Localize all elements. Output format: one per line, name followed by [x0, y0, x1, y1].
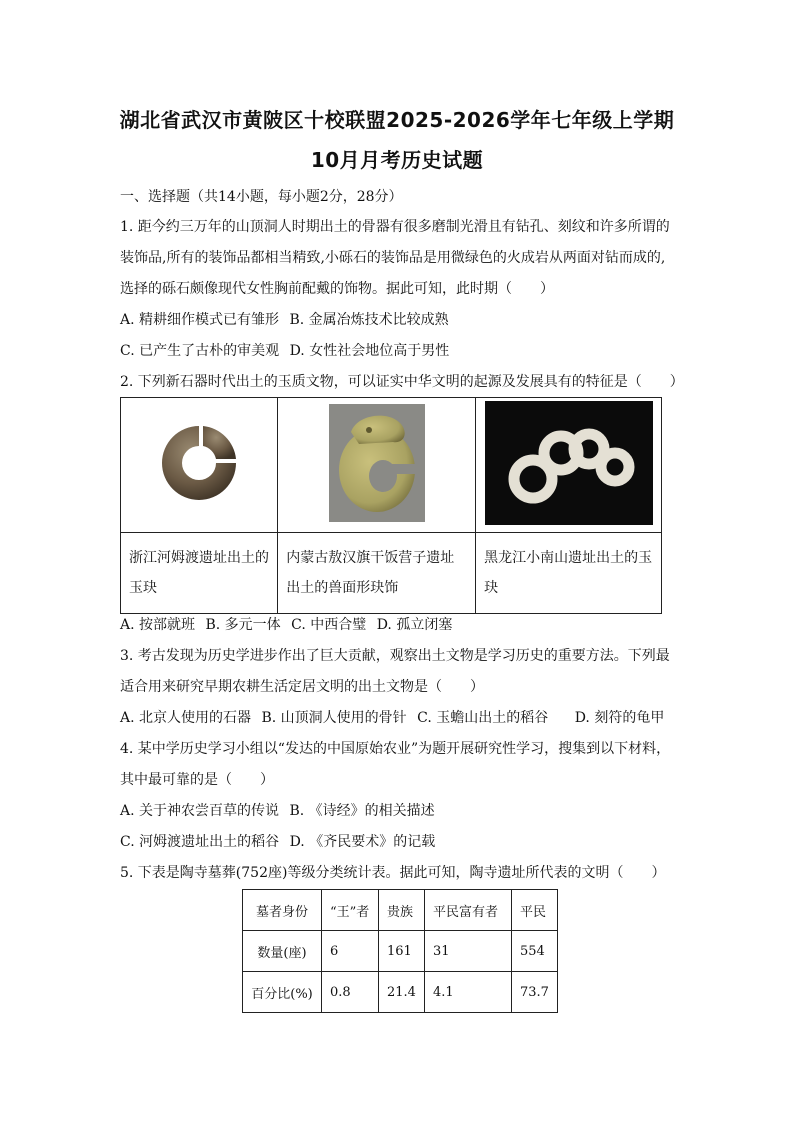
- table-cell: 31: [424, 931, 511, 972]
- q1-stem-line2: 装饰品,所有的装饰品都相当精致,小砾石的装饰品是用微绿色的火成岩从两面对钻而成的,: [120, 250, 666, 266]
- q4-option-b[interactable]: B. 《诗经》的相关描述: [289, 803, 435, 819]
- q1-option-c[interactable]: C. 已产生了古朴的审美观: [120, 343, 280, 359]
- q4-stem-line1: 4. 某中学历史学习小组以“发达的中国原始农业”为题开展研究性学习，搜集到以下材料，: [120, 741, 671, 757]
- artifact-image-cell-3: [476, 398, 662, 533]
- table-cell: 73.7: [511, 972, 557, 1013]
- q4-options-row2: [120, 832, 680, 852]
- table-cell: 161: [379, 931, 425, 972]
- table-header-cell: 墓者身份: [243, 890, 322, 931]
- q1-option-a[interactable]: A. 精耕细作模式已有雏形: [120, 312, 280, 328]
- q2-artifact-table: [120, 397, 662, 614]
- artifact-image-cell-2: [278, 398, 476, 533]
- jade-jue-hemudu-image: [154, 418, 244, 508]
- table-cell: 6: [322, 931, 379, 972]
- q4-option-c[interactable]: C. 河姆渡遗址出土的稻谷: [120, 834, 280, 850]
- table-header-cell: “王”者: [322, 890, 379, 931]
- beast-face-jue-image: [329, 404, 425, 522]
- q1-stem-line1: 1. 距今约三万年的山顶洞人时期出土的骨器有很多磨制光滑且有钻孔、刻纹和许多所谓的: [120, 219, 670, 235]
- q2-options: [120, 615, 680, 635]
- q1-option-b[interactable]: B. 金属冶炼技术比较成熟: [289, 312, 449, 328]
- q1-options-row2: [120, 341, 680, 361]
- section-heading: 一、选择题（共14小题，每小题2分，28分）: [120, 189, 403, 205]
- q3-option-c[interactable]: C. 玉蟾山出土的稻谷: [417, 710, 549, 726]
- q4-options-row1: [120, 801, 680, 821]
- q1-option-d[interactable]: D. 女性社会地位高于男性: [289, 343, 450, 359]
- q4-option-d[interactable]: D. 《齐民要术》的记载: [289, 834, 436, 850]
- q3-stem-line2: 适合用来研究早期农耕生活定居文明的出土文物是（ ）: [120, 679, 484, 695]
- table-header-cell: 贵族: [379, 890, 425, 931]
- q3-option-b[interactable]: B. 山顶洞人使用的骨针: [261, 710, 407, 726]
- q4-option-a[interactable]: A. 关于神农尝百草的传说: [120, 803, 280, 819]
- q1-options-row1: [120, 310, 680, 330]
- exam-title-line2: 10月月考历史试题: [310, 148, 484, 172]
- table-header-cell: 平民富有者: [424, 890, 511, 931]
- q5-stem: 5. 下表是陶寺墓葬(752座)等级分类统计表。据此可知，陶寺遗址所代表的文明（ ）: [120, 865, 666, 881]
- q3-stem-line1: 3. 考古发现为历史学进步作出了巨大贡献，观察出土文物是学习历史的重要方法。下列最: [120, 648, 670, 664]
- q1-stem-line3: 选择的砾石颇像现代女性胸前配戴的饰物。据此可知，此时期（ ）: [120, 281, 554, 297]
- artifact-caption-3: 黑龙江小南山遗址出土的玉玦: [476, 533, 662, 614]
- exam-title-line1: 湖北省武汉市黄陂区十校联盟2025-2026学年七年级上学期: [119, 108, 675, 132]
- artifact-image-cell-1: [121, 398, 278, 533]
- table-cell: 数量(座): [243, 931, 322, 972]
- q2-option-a[interactable]: A. 按部就班: [120, 617, 196, 633]
- q2-option-c[interactable]: C. 中西合璧: [291, 617, 367, 633]
- table-cell: 554: [511, 931, 557, 972]
- table-row: [243, 931, 558, 972]
- q2-stem: 2. 下列新石器时代出土的玉质文物，可以证实中华文明的起源及发展具有的特征是（ ）: [120, 374, 684, 390]
- table-header-cell: 平民: [511, 890, 557, 931]
- q2-option-d[interactable]: D. 孤立闭塞: [376, 617, 453, 633]
- artifact-caption-1: 浙江河姆渡遗址出土的玉玦: [121, 533, 278, 614]
- q4-stem-line2: 其中最可靠的是（ ）: [120, 772, 274, 788]
- q3-option-d[interactable]: D. 刻符的龟甲: [574, 710, 665, 726]
- q3-option-a[interactable]: A. 北京人使用的石器: [120, 710, 252, 726]
- q5-tomb-stat-table: [242, 889, 558, 1013]
- jade-jue-xiaonanshan-image: [485, 401, 653, 525]
- q3-options: [120, 708, 680, 728]
- table-cell: 0.8: [322, 972, 379, 1013]
- table-row: [243, 890, 558, 931]
- q2-option-b[interactable]: B. 多元一体: [205, 617, 281, 633]
- table-cell: 百分比(%): [243, 972, 322, 1013]
- artifact-caption-2: 内蒙古敖汉旗干饭营子遗址出土的兽面形玦饰: [278, 533, 476, 614]
- table-cell: 21.4: [379, 972, 425, 1013]
- table-row: [243, 972, 558, 1013]
- table-cell: 4.1: [424, 972, 511, 1013]
